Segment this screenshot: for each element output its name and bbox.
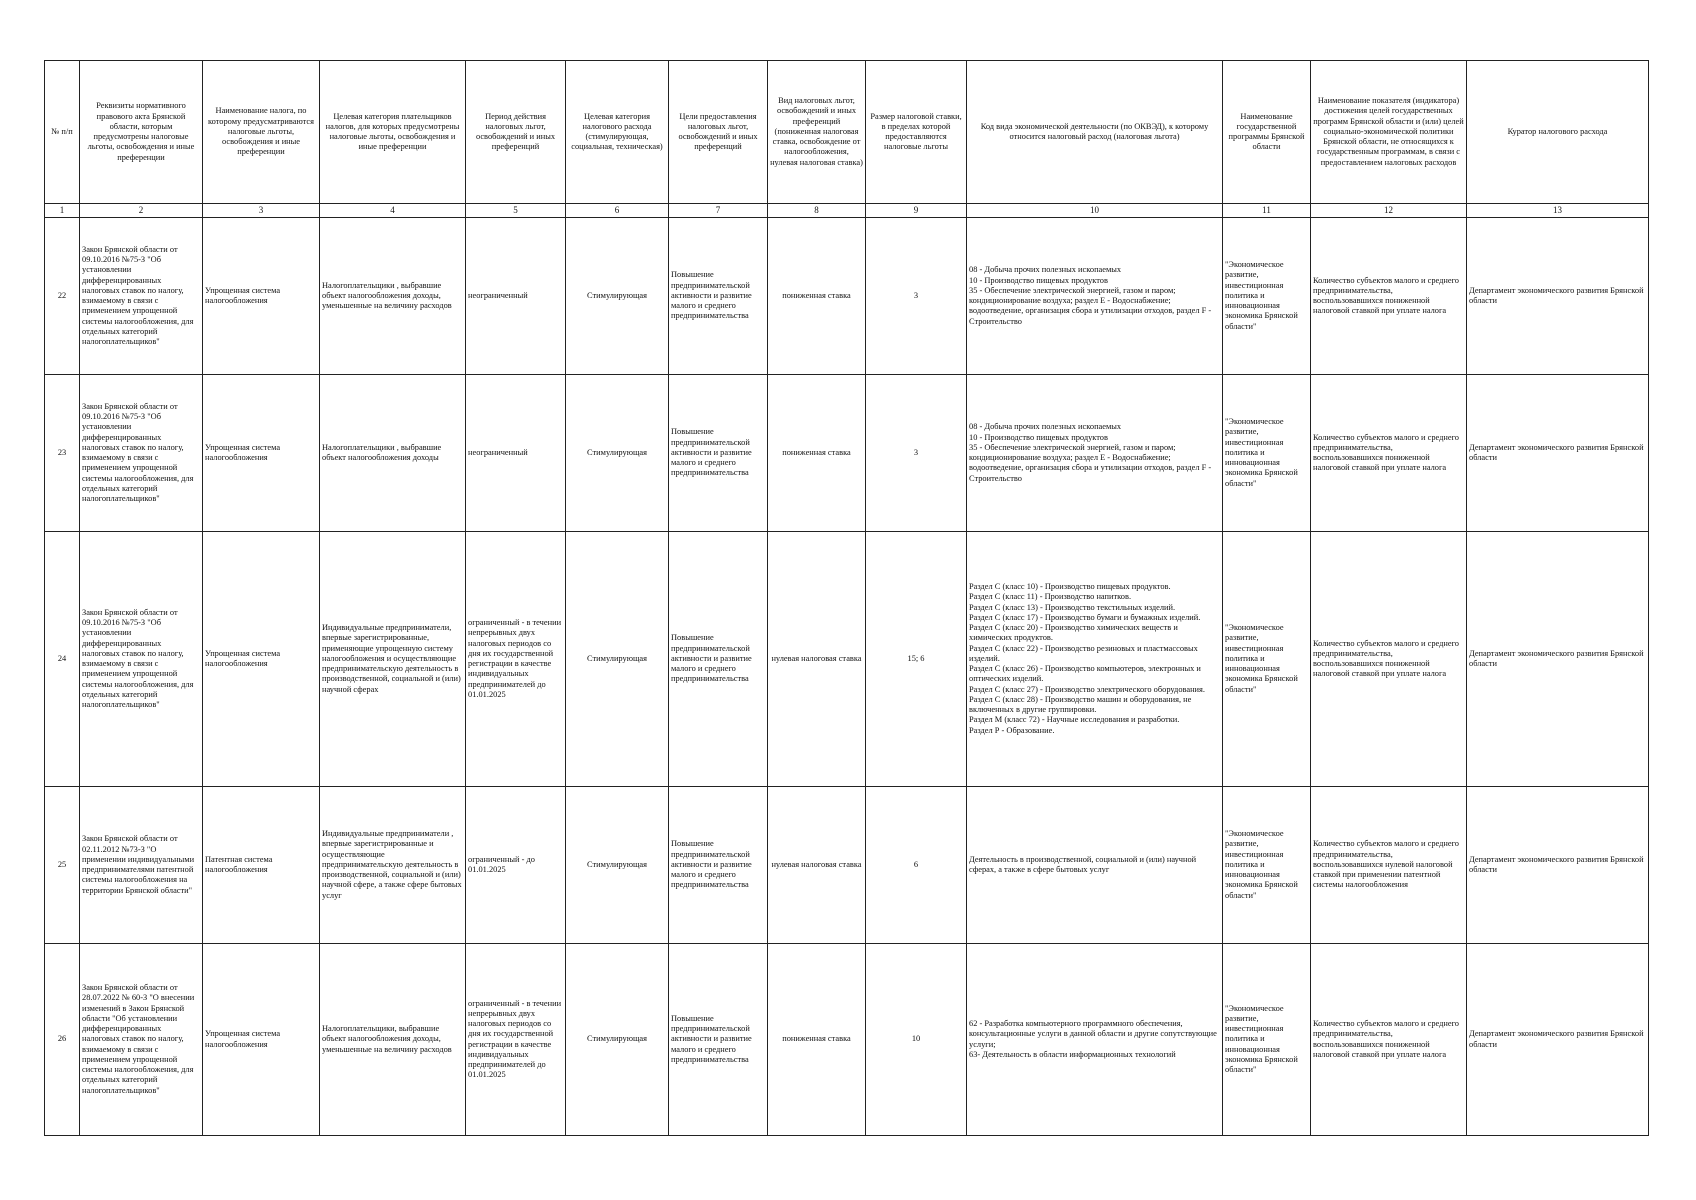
okved-line: 62 - Разработка компьютерного программного обеспечения, консультационные услуги в данной области и другие сопутствующие услуги; [969, 1019, 1217, 1049]
curator-cell: Департамент экономического развития Брянской области [1467, 532, 1649, 787]
goal-cell: Повышение предпринимательской активности и развитие малого и среднего предпринимательства [669, 375, 768, 532]
program-cell: "Экономическое развитие, инвестиционная политика и инновационная экономика Брянской области" [1223, 532, 1311, 787]
okved-line: Раздел С (класс 26) - Производство компьютеров, электронных и оптических изделий. [969, 664, 1201, 684]
header-cell: Реквизиты нормативного правового акта Брянской области, которым предусмотрены налоговые льготы, освобождения и иные преференции [80, 61, 203, 204]
tax-name-cell: Упрощенная система налогообложения [203, 532, 320, 787]
column-number: 13 [1467, 204, 1649, 218]
legal-act-cell: Закон Брянской области от 09.10.2016 №75-З "Об установлении дифференцированных налоговых ставок по налогу, взимаемому в связи с применением упрощенной системы налогообложения, для отдельных категорий налогоплательщиков" [80, 218, 203, 375]
okved-line: Раздел С (класс 10) - Производство пищевых продуктов. [969, 582, 1171, 592]
rate-cell: 3 [866, 218, 967, 375]
okved-line: 35 - Обеспечение электрической энергией, газом и паром; кондиционирование воздуха; раздел Е - Водоснабжение; водоотведение, организация сбора и утилизации отходов, раздел F - Строительство [969, 285, 1212, 326]
rate-cell: 6 [866, 787, 967, 944]
okved-cell [967, 218, 1223, 375]
expense-type-cell: Стимулирующая [566, 944, 669, 1136]
table-row [45, 532, 1649, 787]
benefit-kind-cell: пониженная ставка [768, 944, 866, 1136]
indicator-cell: Количество субъектов малого и среднего предпринимательства, воспользовавшихся пониженной налоговой ставкой при уплате налога [1311, 944, 1467, 1136]
header-row [45, 61, 1649, 204]
row-number: 22 [45, 218, 80, 375]
rate-cell: 15; 6 [866, 532, 967, 787]
okved-line: Раздел С (класс 28) - Производство машин и оборудования, не включенных в другие группировки. [969, 694, 1192, 715]
column-number: 8 [768, 204, 866, 218]
row-number: 25 [45, 787, 80, 944]
period-cell: ограниченный - до 01.01.2025 [466, 787, 566, 944]
column-number: 5 [466, 204, 566, 218]
header-cell: Куратор налогового расхода [1467, 61, 1649, 204]
okved-line: Раздел С (класс 22) - Производство резиновых и пластмассовых изделий. [969, 643, 1198, 663]
expense-type-cell: Стимулирующая [566, 218, 669, 375]
taxpayer-category-cell: Налогоплательщики, выбравшие объект налогообложения доходы, уменьшенные на величину расходов [320, 944, 466, 1136]
okved-cell [967, 375, 1223, 532]
header-cell: Наименование налога, по которому предусматриваются налоговые льготы, освобождения и иные преференции [203, 61, 320, 204]
okved-line: 08 - Добыча прочих полезных ископаемых [969, 265, 1122, 275]
table-row [45, 787, 1649, 944]
program-cell: "Экономическое развитие, инвестиционная политика и инновационная экономика Брянской области" [1223, 218, 1311, 375]
header-cell: Код вида экономической деятельности (по ОКВЭД), к которому относится налоговый расход (налоговая льгота) [967, 61, 1223, 204]
taxpayer-category-cell: Налогоплательщики , выбравшие объект налогообложения доходы, уменьшенные на величину расходов [320, 218, 466, 375]
okved-cell [967, 532, 1223, 787]
curator-cell: Департамент экономического развития Брянской области [1467, 375, 1649, 532]
rate-cell: 3 [866, 375, 967, 532]
okved-line: Раздел С (класс 27) - Производство электрического оборудования. [969, 684, 1205, 694]
goal-cell: Повышение предпринимательской активности и развитие малого и среднего предпринимательства [669, 787, 768, 944]
benefit-kind-cell: пониженная ставка [768, 218, 866, 375]
period-cell: неограниченный [466, 375, 566, 532]
curator-cell: Департамент экономического развития Брянской области [1467, 218, 1649, 375]
header-cell: Целевая категория налогового расхода (стимулирующая, социальная, техническая) [566, 61, 669, 204]
benefit-kind-cell: нулевая налоговая ставка [768, 787, 866, 944]
column-number: 10 [967, 204, 1223, 218]
okved-cell [967, 787, 1223, 944]
table-row [45, 944, 1649, 1136]
tax-expenditure-table [44, 60, 1649, 1136]
okved-line: Раздел М (класс 72) - Научные исследования и разработки. [969, 715, 1180, 725]
column-number-row [45, 204, 1649, 218]
header-cell: Цели предоставления налоговых льгот, освобождений и иных преференций [669, 61, 768, 204]
okved-line: Раздел Р - Образование. [969, 725, 1055, 735]
table-row [45, 375, 1649, 532]
row-number: 26 [45, 944, 80, 1136]
legal-act-cell: Закон Брянской области от 02.11.2012 №73-З "О применении индивидуальными предпринимателями патентной системы налогообложения на территории Брянской области" [80, 787, 203, 944]
okved-cell [967, 944, 1223, 1136]
column-number: 1 [45, 204, 80, 218]
okved-line: 35 - Обеспечение электрической энергией, газом и паром; кондиционирование воздуха; раздел Е - Водоснабжение; водоотведение, организация сбора и утилизации отходов, раздел F - Строительство [969, 442, 1212, 483]
tax-name-cell: Упрощенная система налогообложения [203, 944, 320, 1136]
period-cell: неограниченный [466, 218, 566, 375]
column-number: 12 [1311, 204, 1467, 218]
program-cell: "Экономическое развитие, инвестиционная политика и инновационная экономика Брянской области" [1223, 944, 1311, 1136]
column-number: 2 [80, 204, 203, 218]
legal-act-cell: Закон Брянской области от 09.10.2016 №75-З "Об установлении дифференцированных налоговых ставок по налогу, взимаемому в связи с применением упрощенной системы налогообложения, для отдельных категорий налогоплательщиков" [80, 375, 203, 532]
legal-act-cell: Закон Брянской области от 28.07.2022 № 60-З "О внесении изменений в Закон Брянской области "Об установлении дифференцированных налоговых ставок по налогу, взимаемому в связи с применением упрощенной системы налогообложения, для отдельных категорий налогоплательщиков" [80, 944, 203, 1136]
okved-line: 10 - Производство пищевых продуктов [969, 432, 1108, 442]
taxpayer-category-cell: Налогоплательщики , выбравшие объект налогообложения доходы [320, 375, 466, 532]
taxpayer-category-cell: Индивидуальные предприниматели, впервые зарегистрированные, применяющие упрощенную систему налогообложения и осуществляющие предпринимательскую деятельность в производственной, социальной и (или) научной сферах [320, 532, 466, 787]
program-cell: "Экономическое развитие, инвестиционная политика и инновационная экономика Брянской области" [1223, 375, 1311, 532]
header-cell: Период действия налоговых льгот, освобождений и иных преференций [466, 61, 566, 204]
goal-cell: Повышение предпринимательской активности и развитие малого и среднего предпринимательства [669, 532, 768, 787]
rate-cell: 10 [866, 944, 967, 1136]
period-cell: ограниченный - в течении непрерывных двух налоговых периодов со дня их государственной регистрации в качестве индивидуальных предпринимателей до 01.01.2025 [466, 944, 566, 1136]
expense-type-cell: Стимулирующая [566, 375, 669, 532]
okved-line: Раздел С (класс 11) - Производство напитков. [969, 592, 1132, 602]
expense-type-cell: Стимулирующая [566, 787, 669, 944]
okved-line: 10 - Производство пищевых продуктов [969, 275, 1108, 285]
tax-expenditure-sheet [44, 60, 1648, 1136]
program-cell: "Экономическое развитие, инвестиционная политика и инновационная экономика Брянской области" [1223, 787, 1311, 944]
okved-line: Раздел С (класс 20) - Производство химических веществ и химических продуктов. [969, 623, 1178, 643]
okved-line: Раздел С (класс 13) - Производство текстильных изделий. [969, 602, 1176, 612]
column-number: 3 [203, 204, 320, 218]
row-number: 24 [45, 532, 80, 787]
header-cell: Вид налоговых льгот, освобождений и иных преференций (пониженная налоговая ставка, освобождение от налогообложения, нулевая налоговая ставка) [768, 61, 866, 204]
indicator-cell: Количество субъектов малого и среднего предпринимательства, воспользовавшихся пониженной налоговой ставкой при уплате налога [1311, 532, 1467, 787]
okved-line: 63- Деятельность в области информационных технологий [969, 1049, 1176, 1059]
header-cell: Наименование государственной программы Брянской области [1223, 61, 1311, 204]
benefit-kind-cell: нулевая налоговая ставка [768, 532, 866, 787]
curator-cell: Департамент экономического развития Брянской области [1467, 787, 1649, 944]
benefit-kind-cell: пониженная ставка [768, 375, 866, 532]
okved-line: 08 - Добыча прочих полезных ископаемых [969, 422, 1122, 432]
indicator-cell: Количество субъектов малого и среднего предпринимательства, воспользовавшихся нулевой налоговой ставкой при применении патентной системы налогообложения [1311, 787, 1467, 944]
row-number: 23 [45, 375, 80, 532]
goal-cell: Повышение предпринимательской активности и развитие малого и среднего предпринимательства [669, 944, 768, 1136]
goal-cell: Повышение предпринимательской активности и развитие малого и среднего предпринимательства [669, 218, 768, 375]
column-number: 9 [866, 204, 967, 218]
taxpayer-category-cell: Индивидуальные предприниматели , впервые зарегистрированные и осуществляющие предпринимательскую деятельность в производственной, социальной и (или) научной сфере, а также сфере бытовых услуг [320, 787, 466, 944]
table-row [45, 218, 1649, 375]
tax-name-cell: Упрощенная система налогообложения [203, 218, 320, 375]
curator-cell: Департамент экономического развития Брянской области [1467, 944, 1649, 1136]
header-cell: Целевая категория плательщиков налогов, для которых предусмотрены налоговые льготы, освобождения и иные преференции [320, 61, 466, 204]
header-cell: № п/п [45, 61, 80, 204]
expense-type-cell: Стимулирующая [566, 532, 669, 787]
header-cell: Наименование показателя (индикатора) достижения целей государственных программ Брянской области и (или) целей социально-экономической политики Брянской области, не относящихся к государственным программам, в связи с предоставлением налоговых расходов [1311, 61, 1467, 204]
period-cell: ограниченный - в течении непрерывных двух налоговых периодов со дня их государственной регистрации в качестве индивидуальных предпринимателей до 01.01.2025 [466, 532, 566, 787]
okved-line: Деятельность в производственной, социальной и (или) научной сферах, а также в сфере бытовых услуг [969, 854, 1197, 874]
legal-act-cell: Закон Брянской области от 09.10.2016 №75-З "Об установлении дифференцированных налоговых ставок по налогу, взимаемому в связи с применением упрощенной системы налогообложения, для отдельных категорий налогоплательщиков" [80, 532, 203, 787]
indicator-cell: Количество субъектов малого и среднего предпринимательства, воспользовавшихся пониженной налоговой ставкой при уплате налога [1311, 375, 1467, 532]
column-number: 11 [1223, 204, 1311, 218]
okved-line: Раздел С (класс 17) - Производство бумаги и бумажных изделий. [969, 612, 1201, 622]
column-number: 7 [669, 204, 768, 218]
column-number: 4 [320, 204, 466, 218]
column-number: 6 [566, 204, 669, 218]
indicator-cell: Количество субъектов малого и среднего предпринимательства, воспользовавшихся пониженной налоговой ставкой при уплате налога [1311, 218, 1467, 375]
header-cell: Размер налоговой ставки, в пределах которой предоставляются налоговые льготы [866, 61, 967, 204]
tax-name-cell: Патентная система налогообложения [203, 787, 320, 944]
tax-name-cell: Упрощенная система налогообложения [203, 375, 320, 532]
